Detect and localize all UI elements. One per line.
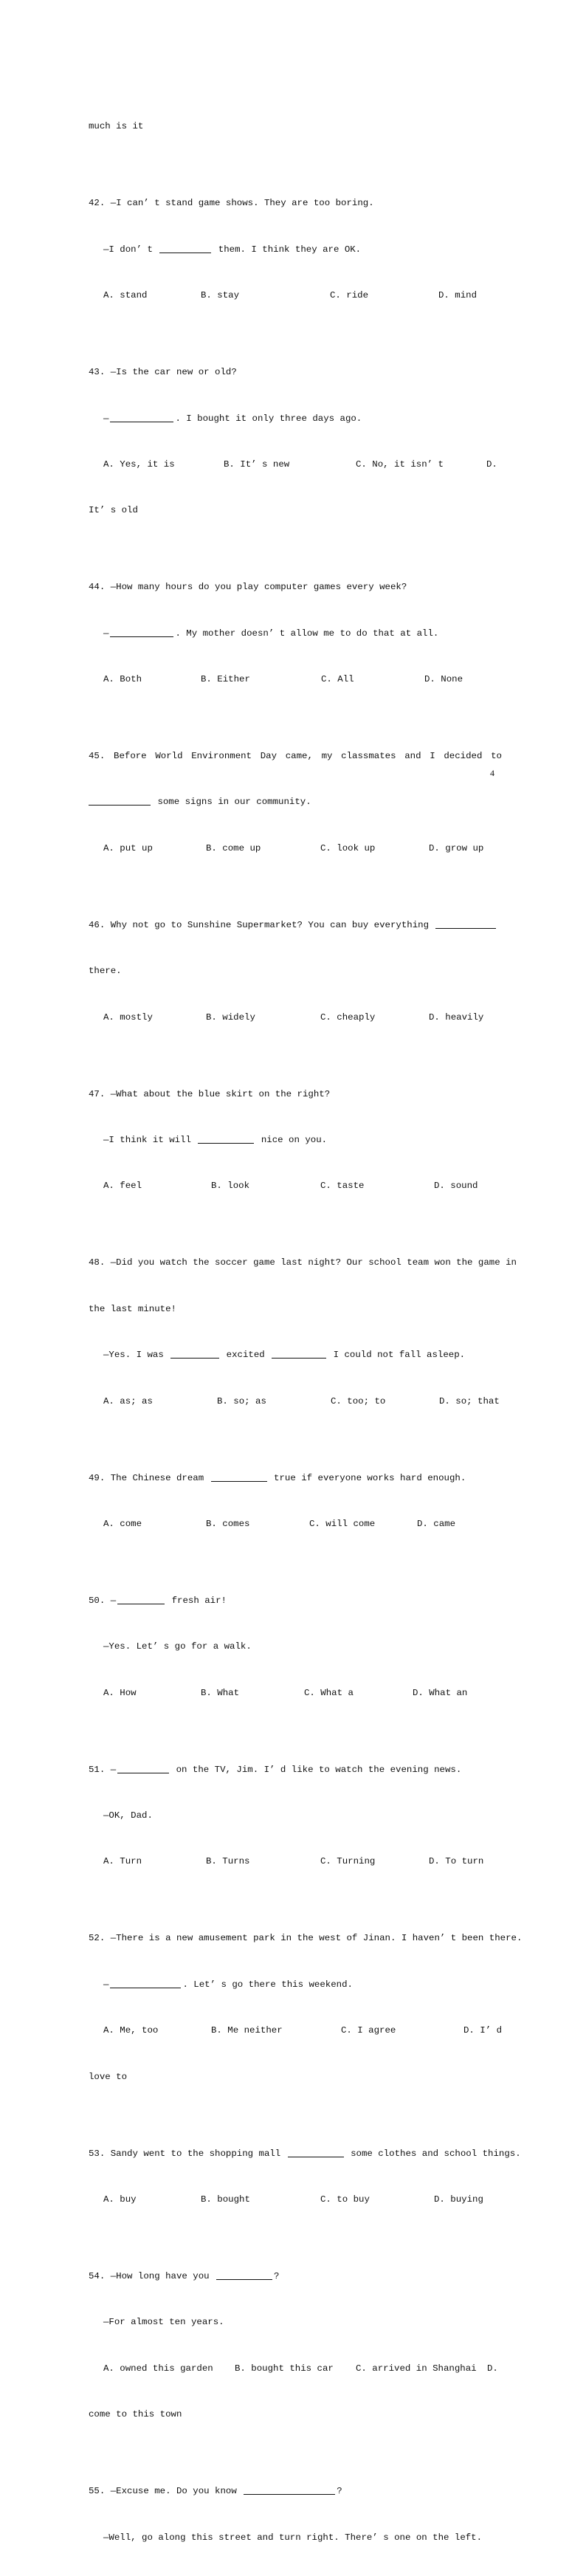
q51-prompt-post: on the TV, Jim. I’ d like to watch the evening news. bbox=[176, 1764, 462, 1775]
q52-option-d[interactable]: D. I’ d bbox=[463, 2025, 503, 2036]
worksheet bbox=[89, 73, 523, 2576]
q43-option-c[interactable]: C. No, it isn’ t bbox=[356, 458, 444, 470]
q42-option-a[interactable]: A. stand bbox=[103, 290, 148, 301]
q54-option-c[interactable]: C. arrived in Shanghai bbox=[356, 2363, 477, 2374]
q44-reply-post: . My mother doesn’ t allow me to do that at all. bbox=[175, 628, 439, 639]
q48-reply bbox=[89, 1347, 502, 1363]
q54-option-d-wrap[interactable]: come to this town bbox=[89, 2409, 182, 2420]
q48-option-b[interactable]: B. so; as bbox=[217, 1395, 266, 1407]
q46-prompt-text: 46. Why not go to Sunshine Supermarket? You can buy everything bbox=[89, 919, 430, 930]
q49-options bbox=[89, 1517, 502, 1532]
q51-prompt bbox=[89, 1762, 502, 1778]
q55-prompt-pre: 55. —Excuse me. Do you know bbox=[89, 2486, 237, 2497]
q51-option-c[interactable]: C. Turning bbox=[320, 1856, 376, 1867]
q42-answer-blank[interactable] bbox=[159, 242, 211, 253]
q43-reply bbox=[89, 411, 502, 427]
q48-option-a[interactable]: A. as; as bbox=[103, 1395, 153, 1407]
q42-option-d[interactable]: D. mind bbox=[438, 290, 478, 301]
q46-prompt bbox=[89, 918, 502, 933]
q49-answer-blank[interactable] bbox=[211, 1471, 267, 1482]
q43-option-d-wrap[interactable]: It’ s old bbox=[89, 505, 138, 516]
q52-option-c[interactable]: C. I agree bbox=[340, 2025, 396, 2036]
q51-options bbox=[89, 1854, 502, 1869]
q53-prompt-pre: 53. Sandy went to the shopping mall bbox=[89, 2148, 281, 2159]
q50-prompt-pre: 50. — bbox=[89, 1595, 117, 1606]
q42-prompt: 42. —I can’ t stand game shows. They are too boring. bbox=[89, 198, 374, 209]
q52-reply bbox=[89, 1977, 502, 1993]
q43-options bbox=[89, 457, 502, 473]
q49-option-b[interactable]: B. comes bbox=[206, 1518, 250, 1529]
q43-answer-blank[interactable] bbox=[110, 411, 173, 422]
q53-prompt bbox=[89, 2146, 521, 2162]
page-number: 4 bbox=[490, 768, 494, 778]
q48-option-c[interactable]: C. too; to bbox=[331, 1395, 386, 1407]
q48-reply-pre: —Yes. I was bbox=[103, 1350, 164, 1361]
carry-over-line: much is it bbox=[89, 121, 144, 132]
q50-reply: —Yes. Let’ s go for a walk. bbox=[103, 1641, 252, 1652]
q44-prompt: 44. —How many hours do you play computer games every week? bbox=[89, 582, 407, 593]
q52-answer-blank[interactable] bbox=[110, 1977, 181, 1988]
q45-option-c[interactable]: C. look up bbox=[320, 842, 376, 853]
q44-answer-blank[interactable] bbox=[110, 626, 173, 637]
q54-answer-blank[interactable] bbox=[216, 2269, 272, 2280]
q51-option-d[interactable]: D. To turn bbox=[429, 1856, 484, 1867]
q52-prompt: 52. —There is a new amusement park in the west of Jinan. I haven’ t been there. bbox=[89, 1933, 523, 1944]
q43-prompt: 43. —Is the car new or old? bbox=[89, 367, 237, 378]
q42-reply bbox=[89, 242, 502, 258]
q54-reply: —For almost ten years. bbox=[103, 2317, 224, 2328]
q43-option-d[interactable]: D. bbox=[486, 458, 497, 470]
q47-option-b[interactable]: B. look bbox=[211, 1181, 250, 1192]
q49-prompt-post: true if everyone works hard enough. bbox=[274, 1472, 466, 1483]
q47-answer-blank[interactable] bbox=[198, 1133, 254, 1144]
q43-reply-pre: — bbox=[103, 413, 109, 424]
q54-options bbox=[89, 2361, 502, 2377]
q46-options bbox=[89, 1010, 502, 1026]
q54-prompt-pre: 54. —How long have you bbox=[89, 2270, 210, 2281]
q47-option-d[interactable]: D. sound bbox=[434, 1181, 478, 1192]
q48-prompt: 48. —Did you watch the soccer game last night? Our school team won the game in bbox=[89, 1257, 517, 1268]
q55-answer-blank[interactable] bbox=[244, 2484, 335, 2495]
q53-option-b[interactable]: B. bought bbox=[201, 2194, 250, 2205]
q48-continuation: the last minute! bbox=[89, 1303, 176, 1314]
q48-options bbox=[89, 1394, 502, 1409]
q46-option-c[interactable]: C. cheaply bbox=[320, 1011, 376, 1023]
q49-prompt-pre: 49. The Chinese dream bbox=[89, 1472, 204, 1483]
q45-options bbox=[89, 841, 502, 856]
q51-prompt-pre: 51. — bbox=[89, 1764, 117, 1775]
q52-option-b[interactable]: B. Me neither bbox=[210, 2025, 283, 2036]
q50-option-c[interactable]: C. What a bbox=[304, 1687, 354, 1698]
q53-prompt-post: some clothes and school things. bbox=[351, 2148, 521, 2159]
q54-option-b[interactable]: B. bought this car bbox=[235, 2363, 334, 2374]
q45-prompt: 45. Before World Environment Day came, my classmates and I decided to bbox=[89, 751, 502, 762]
q55-prompt bbox=[89, 2484, 502, 2499]
q52-reply-pre: — bbox=[103, 1979, 109, 1990]
q54-option-d[interactable]: D. bbox=[487, 2363, 498, 2374]
q44-reply bbox=[89, 626, 502, 642]
q53-option-a[interactable]: A. buy bbox=[103, 2194, 137, 2205]
q46-option-b[interactable]: B. widely bbox=[206, 1011, 255, 1023]
q54-option-a[interactable]: A. owned this garden bbox=[103, 2363, 213, 2374]
q52-option-a[interactable]: A. Me, too bbox=[103, 2025, 159, 2036]
q50-option-a[interactable]: A. How bbox=[103, 1687, 137, 1698]
q49-option-c[interactable]: C. will come bbox=[309, 1518, 376, 1529]
q48-answer-blank-1[interactable] bbox=[170, 1347, 219, 1359]
q42-options bbox=[89, 288, 502, 303]
q48-reply-post: I could not fall asleep. bbox=[333, 1350, 466, 1361]
q51-option-a[interactable]: A. Turn bbox=[103, 1856, 142, 1867]
q46-continuation: there. bbox=[89, 966, 122, 977]
q53-options bbox=[89, 2192, 502, 2208]
q52-options bbox=[89, 2023, 502, 2039]
q48-option-d[interactable]: D. so; that bbox=[439, 1395, 500, 1407]
q52-option-d-wrap[interactable]: love to bbox=[89, 2071, 128, 2082]
q42-reply-pre: —I don’ t bbox=[103, 244, 153, 255]
q42-option-b[interactable]: B. stay bbox=[201, 290, 240, 301]
q46-option-d[interactable]: D. heavily bbox=[429, 1011, 484, 1023]
q45-option-a[interactable]: A. put up bbox=[103, 842, 153, 853]
q47-options bbox=[89, 1178, 502, 1194]
q52-reply-post: . Let’ s go there this weekend. bbox=[182, 1979, 353, 1990]
q44-option-c[interactable]: C. All bbox=[321, 674, 354, 685]
q49-prompt bbox=[89, 1471, 502, 1486]
q50-prompt-post: fresh air! bbox=[171, 1595, 227, 1606]
q47-prompt: 47. —What about the blue skirt on the right? bbox=[89, 1088, 331, 1099]
q45-continuation bbox=[89, 794, 502, 810]
q54-prompt-post: ? bbox=[274, 2270, 280, 2281]
q48-reply-mid: excited bbox=[226, 1350, 265, 1361]
q46-option-a[interactable]: A. mostly bbox=[103, 1011, 153, 1023]
q53-option-c[interactable]: C. to buy bbox=[320, 2194, 370, 2205]
q55-prompt-post: ? bbox=[337, 2486, 342, 2497]
q45-answer-blank[interactable] bbox=[89, 794, 151, 806]
q44-options bbox=[89, 672, 502, 687]
q47-reply-post: nice on you. bbox=[261, 1134, 328, 1145]
q45-option-b[interactable]: B. come up bbox=[206, 842, 261, 853]
q43-reply-post: . I bought it only three days ago. bbox=[175, 413, 362, 424]
q49-option-a[interactable]: A. come bbox=[103, 1518, 142, 1529]
q44-reply-pre: — bbox=[103, 628, 109, 639]
q44-option-a[interactable]: A. Both bbox=[103, 674, 142, 685]
q50-answer-blank[interactable] bbox=[117, 1593, 165, 1604]
q54-prompt bbox=[89, 2269, 502, 2284]
q49-option-d[interactable]: D. came bbox=[417, 1518, 456, 1529]
q47-option-c[interactable]: C. taste bbox=[320, 1181, 365, 1192]
q44-option-b[interactable]: B. Either bbox=[201, 674, 250, 685]
q55-reply: —Well, go along this street and turn right. There’ s one on the left. bbox=[103, 2532, 483, 2543]
q42-option-c[interactable]: C. ride bbox=[330, 290, 369, 301]
q42-reply-post: them. I think they are OK. bbox=[218, 244, 362, 255]
q48-answer-blank-2[interactable] bbox=[272, 1347, 326, 1359]
q44-option-d[interactable]: D. None bbox=[424, 674, 463, 685]
q53-option-d[interactable]: D. buying bbox=[434, 2194, 483, 2205]
q47-reply-pre: —I think it will bbox=[103, 1134, 191, 1145]
q47-option-a[interactable]: A. feel bbox=[103, 1181, 142, 1192]
q51-option-b[interactable]: B. Turns bbox=[206, 1856, 250, 1867]
q43-option-a[interactable]: A. Yes, it is bbox=[103, 458, 175, 470]
q51-answer-blank[interactable] bbox=[117, 1762, 169, 1773]
q50-option-b[interactable]: B. What bbox=[201, 1687, 240, 1698]
q43-option-b[interactable]: B. It’ s new bbox=[224, 458, 290, 470]
q47-reply bbox=[89, 1133, 502, 1148]
q50-prompt bbox=[89, 1593, 502, 1609]
q53-answer-blank[interactable] bbox=[288, 2146, 344, 2157]
q46-answer-blank[interactable] bbox=[435, 918, 496, 929]
q50-options bbox=[89, 1686, 502, 1701]
q45-option-d[interactable]: D. grow up bbox=[429, 842, 484, 853]
q45-continuation-text: some signs in our community. bbox=[157, 797, 311, 808]
q50-option-d[interactable]: D. What an bbox=[413, 1687, 468, 1698]
q51-reply: —OK, Dad. bbox=[103, 1810, 153, 1821]
